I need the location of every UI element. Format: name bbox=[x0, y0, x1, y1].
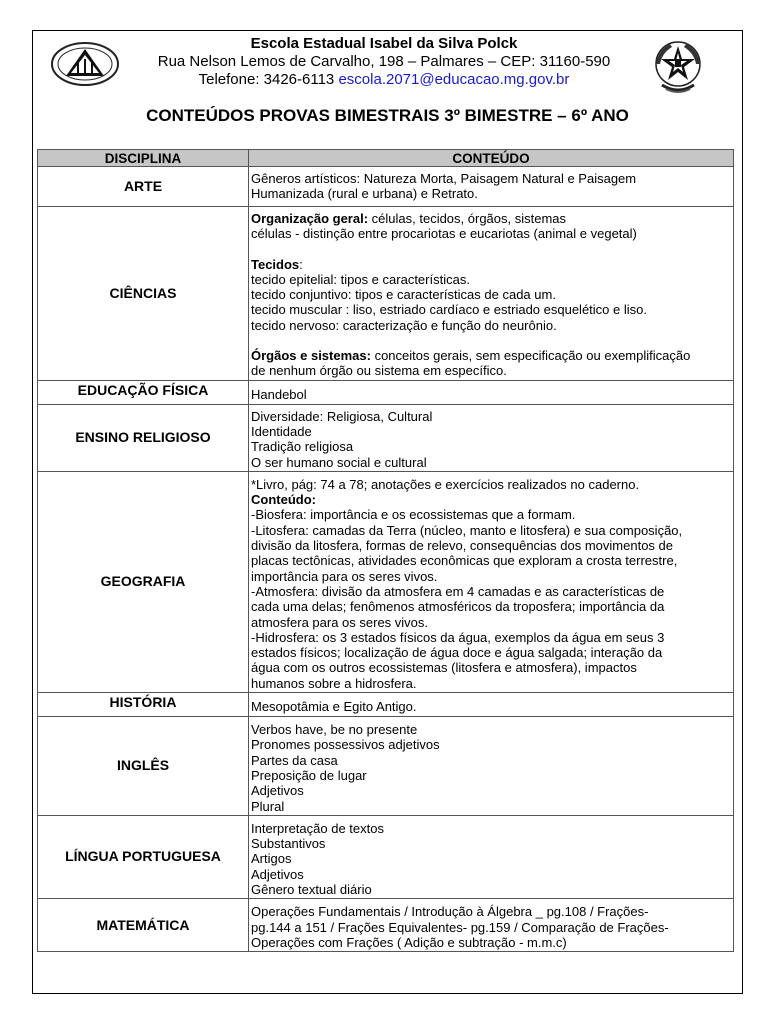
content-line: Partes da casa bbox=[251, 752, 338, 768]
content-line: Identidade bbox=[251, 423, 312, 439]
content-line: água com os outros ecossistemas (litosfera e atmosfera), impactos bbox=[251, 660, 637, 676]
content-line: atmosfera para os seres vivos. bbox=[251, 614, 429, 630]
header-disciplina: DISCIPLINA bbox=[38, 150, 249, 167]
document-title: CONTEÚDOS PROVAS BIMESTRAIS 3º BIMESTRE – 6º ANO bbox=[146, 106, 629, 125]
content-line: Operações Fundamentais / Introdução à Álgebra _ pg.108 / Frações- bbox=[251, 904, 649, 920]
content-line: placas tectônicas, atividades econômicas que exploram a crosta terrestre, bbox=[251, 553, 678, 569]
table-row-matematica bbox=[38, 899, 734, 952]
content-line: Handebol bbox=[251, 386, 307, 402]
content-text: conceitos gerais, sem especificação ou exemplificação bbox=[370, 348, 691, 364]
content-table bbox=[37, 149, 734, 952]
content-line: -Hidrosfera: os 3 estados físicos da água, exemplos da água em seus 3 bbox=[251, 629, 665, 645]
content-label: Órgãos e sistemas: bbox=[251, 348, 371, 364]
discipline-name: HISTÓRIA bbox=[38, 693, 249, 717]
content-line: tecido epitelial: tipos e características. bbox=[251, 271, 470, 287]
discipline-content bbox=[249, 380, 734, 404]
content-line bbox=[251, 492, 731, 507]
content-line: humanos sobre a hidrosfera. bbox=[251, 675, 417, 691]
content-line bbox=[251, 211, 731, 226]
discipline-content bbox=[249, 404, 734, 471]
discipline-name: GEOGRAFIA bbox=[38, 471, 249, 692]
state-coat-of-arms-logo bbox=[648, 37, 708, 97]
discipline-name: CIÊNCIAS bbox=[38, 207, 249, 381]
content-line: importância para os seres vivos. bbox=[251, 568, 438, 584]
content-line: Gêneros artísticos: Natureza Morta, Paisagem Natural e Paisagem bbox=[251, 171, 637, 186]
content-label: Organização geral: bbox=[251, 211, 369, 226]
discipline-content bbox=[249, 471, 734, 692]
school-address: Rua Nelson Lemos de Carvalho, 198 – Palmares – CEP: 31160-590 bbox=[157, 53, 611, 70]
content-line: Adjetivos bbox=[251, 866, 304, 882]
header-conteudo: CONTEÚDO bbox=[249, 150, 734, 167]
content-line: cada uma delas; fenômenos atmosféricos da troposfera; importância da bbox=[251, 599, 665, 615]
content-line: -Biosfera: importância e os ecossistemas que a formam. bbox=[251, 507, 576, 523]
content-line: Verbos have, be no presente bbox=[251, 722, 418, 738]
school-phone: Telefone: 3426-6113 bbox=[198, 71, 335, 88]
school-header bbox=[120, 34, 648, 89]
content-line bbox=[251, 348, 731, 363]
content-line: O ser humano social e cultural bbox=[251, 454, 427, 470]
content-line: de nenhum órgão ou sistema em específico. bbox=[251, 363, 507, 379]
content-line: Interpretação de textos bbox=[251, 820, 384, 836]
content-line: Substantivos bbox=[251, 836, 326, 852]
discipline-name: MATEMÁTICA bbox=[38, 899, 249, 952]
discipline-content bbox=[249, 207, 734, 381]
content-line: Adjetivos bbox=[251, 783, 304, 799]
content-line bbox=[251, 257, 731, 272]
content-line: Artigos bbox=[251, 851, 292, 867]
table-header-row bbox=[38, 150, 734, 167]
school-emblem-logo bbox=[50, 41, 120, 87]
school-contact bbox=[120, 71, 648, 89]
content-line: tecido conjuntivo: tipos e características de cada um. bbox=[251, 287, 556, 303]
content-label: Tecidos bbox=[251, 256, 300, 272]
table-row-lingua-portuguesa bbox=[38, 815, 734, 898]
discipline-name: LÍNGUA PORTUGUESA bbox=[38, 815, 249, 898]
content-line: -Atmosfera: divisão da atmosfera em 4 camadas e as características de bbox=[251, 583, 665, 599]
spacer bbox=[251, 242, 731, 257]
discipline-name: INGLÊS bbox=[38, 717, 249, 816]
content-line: Mesopotâmia e Egito Antigo. bbox=[251, 699, 417, 715]
content-line: pg.144 a 151 / Frações Equivalentes- pg.159 / Comparação de Frações- bbox=[251, 919, 669, 935]
school-email-link[interactable]: escola.2071@educacao.mg.gov.br bbox=[338, 71, 570, 88]
content-line: divisão da litosfera, formas de relevo, consequências dos movimentos de bbox=[251, 538, 673, 554]
discipline-name: ARTE bbox=[38, 167, 249, 207]
content-line: Plural bbox=[251, 798, 285, 814]
spacer bbox=[251, 333, 731, 348]
table-row-geografia bbox=[38, 471, 734, 692]
table-row-arte bbox=[38, 167, 734, 207]
table-row-educacao-fisica bbox=[38, 380, 734, 404]
content-line: Pronomes possessivos adjetivos bbox=[251, 737, 440, 753]
content-line: Humanizada (rural e urbana) e Retrato. bbox=[251, 186, 478, 202]
discipline-name: ENSINO RELIGIOSO bbox=[38, 404, 249, 471]
content-line: -Litosfera: camadas da Terra (núcleo, manto e litosfera) e sua composição, bbox=[251, 522, 683, 538]
content-line: Preposição de lugar bbox=[251, 767, 367, 783]
discipline-content bbox=[249, 693, 734, 717]
content-line: tecido nervoso: caracterização e função do neurônio. bbox=[251, 317, 557, 333]
content-line: células - distinção entre procariotas e eucariotas (animal e vegetal) bbox=[251, 226, 637, 242]
table-row-ciencias bbox=[38, 207, 734, 381]
content-text: : bbox=[299, 256, 303, 272]
discipline-content bbox=[249, 815, 734, 898]
content-text: células, tecidos, órgãos, sistemas bbox=[368, 211, 567, 226]
table-row-ensino-religioso bbox=[38, 404, 734, 471]
school-name: Escola Estadual Isabel da Silva Polck bbox=[250, 35, 518, 52]
content-line: Gênero textual diário bbox=[251, 881, 372, 897]
content-line: Diversidade: Religiosa, Cultural bbox=[251, 408, 433, 424]
content-line: estados físicos; localização de água doce e água salgada; interação da bbox=[251, 645, 663, 661]
discipline-content bbox=[249, 167, 734, 207]
table-row-historia bbox=[38, 693, 734, 717]
table-row-ingles bbox=[38, 717, 734, 816]
content-line: tecido muscular : liso, estriado cardíaco e estriado esquelético e liso. bbox=[251, 302, 647, 318]
discipline-content bbox=[249, 717, 734, 816]
content-line: Tradição religiosa bbox=[251, 439, 354, 455]
content-line: Operações com Frações ( Adição e subtração - m.m.c) bbox=[251, 934, 567, 950]
content-line: *Livro, pág: 74 a 78; anotações e exercícios realizados no caderno. bbox=[251, 476, 640, 492]
discipline-name: EDUCAÇÃO FÍSICA bbox=[38, 380, 249, 404]
content-label: Conteúdo: bbox=[251, 492, 316, 508]
discipline-content bbox=[249, 899, 734, 952]
